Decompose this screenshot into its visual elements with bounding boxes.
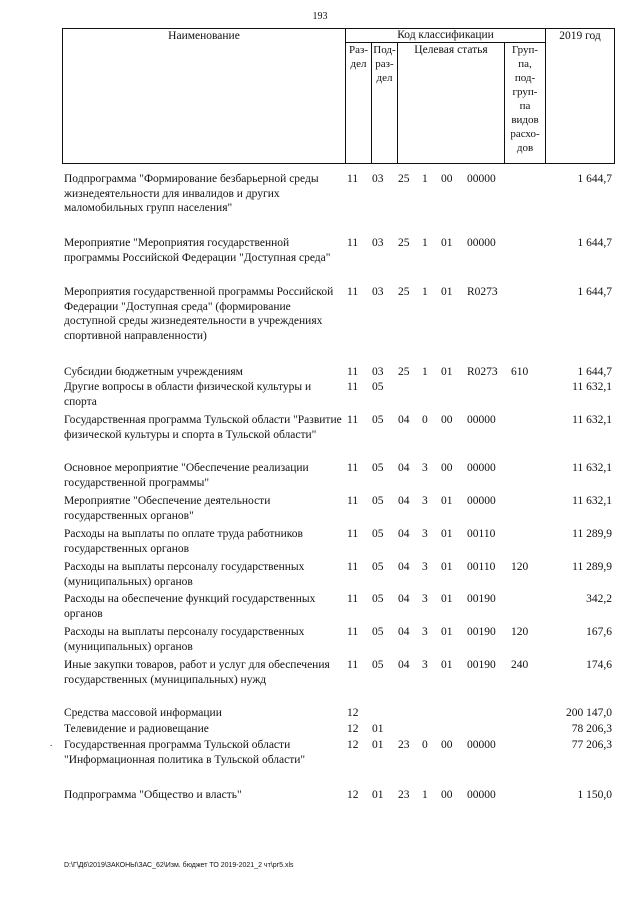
row-event: 01 bbox=[441, 286, 453, 298]
row-direction: 00190 bbox=[467, 593, 496, 605]
row-event: 01 bbox=[441, 626, 453, 638]
row-direction: 00000 bbox=[467, 173, 496, 185]
row-subprogram: 3 bbox=[422, 528, 428, 540]
row-name: Другие вопросы в области физической культуры и спорта bbox=[64, 381, 312, 408]
row-section: 11 bbox=[347, 626, 359, 638]
row-program: 04 bbox=[398, 626, 410, 638]
row-subsection: 03 bbox=[372, 173, 384, 185]
row-amount: 167,6 bbox=[586, 626, 612, 638]
row-amount: 1 644,7 bbox=[577, 237, 612, 249]
header-subsection: Под- раз- дел bbox=[372, 43, 398, 164]
header-target: Целевая статья bbox=[398, 43, 505, 164]
row-event: 01 bbox=[441, 528, 453, 540]
row-subsection: 01 bbox=[372, 789, 384, 801]
row-direction: 00190 bbox=[467, 626, 496, 638]
row-amount: 11 632,1 bbox=[572, 462, 612, 474]
row-section: 11 bbox=[347, 173, 359, 185]
row-subsection: 05 bbox=[372, 626, 384, 638]
row-group: 240 bbox=[511, 659, 529, 671]
row-amount: 78 206,3 bbox=[571, 723, 612, 735]
row-subprogram: 3 bbox=[422, 561, 428, 573]
row-subprogram: 3 bbox=[422, 593, 428, 605]
row-direction: 00000 bbox=[467, 237, 496, 249]
row-name: Подпрограмма "Формирование безбарьерной среды жизнедеятельности для инвалидов и других маломобильных групп населения" bbox=[64, 173, 319, 215]
header-name: Наименование bbox=[63, 29, 346, 164]
file-path-footer: D:\Г\Д6\2019\ЗАКОНЫ\ЗАС_62\Изм. бюджет ТО 2019-2021_2 чт\рг5.xls bbox=[64, 862, 294, 869]
row-subsection: 05 bbox=[372, 381, 384, 393]
row-subprogram: 3 bbox=[422, 462, 428, 474]
header-year: 2019 год bbox=[546, 29, 615, 164]
row-group: 120 bbox=[511, 626, 529, 638]
row-group: 610 bbox=[511, 366, 529, 378]
row-amount: 11 632,1 bbox=[572, 381, 612, 393]
row-name: Мероприятие "Мероприятия государственной программы Российской Федерации "Доступная среда" bbox=[64, 237, 331, 264]
row-subsection: 03 bbox=[372, 237, 384, 249]
row-subsection: 05 bbox=[372, 593, 384, 605]
header-group: Груп- па, под- груп- па видов расхо- дов bbox=[505, 43, 546, 164]
row-direction: 00000 bbox=[467, 414, 496, 426]
row-amount: 77 206,3 bbox=[571, 739, 612, 751]
row-name: Расходы на выплаты персоналу государственных (муниципальных) органов bbox=[64, 561, 305, 588]
row-direction: 00190 bbox=[467, 659, 496, 671]
row-section: 12 bbox=[347, 789, 359, 801]
row-name: Мероприятие "Обеспечение деятельности государственных органов" bbox=[64, 495, 271, 522]
page-number: 193 bbox=[312, 11, 328, 22]
row-amount: 11 632,1 bbox=[572, 414, 612, 426]
row-amount: 11 289,9 bbox=[572, 528, 612, 540]
row-program: 04 bbox=[398, 495, 410, 507]
row-event: 00 bbox=[441, 414, 453, 426]
row-direction: 00000 bbox=[467, 789, 496, 801]
row-subsection: 01 bbox=[372, 723, 384, 735]
row-direction: R0273 bbox=[467, 286, 498, 298]
row-section: 11 bbox=[347, 237, 359, 249]
row-subprogram: 1 bbox=[422, 237, 428, 249]
row-program: 25 bbox=[398, 286, 410, 298]
row-event: 01 bbox=[441, 237, 453, 249]
row-program: 04 bbox=[398, 593, 410, 605]
row-program: 23 bbox=[398, 789, 410, 801]
row-subsection: 05 bbox=[372, 561, 384, 573]
row-subprogram: 1 bbox=[422, 286, 428, 298]
row-subsection: 05 bbox=[372, 414, 384, 426]
row-section: 11 bbox=[347, 381, 359, 393]
row-name: Расходы на выплаты персоналу государственных (муниципальных) органов bbox=[64, 626, 305, 653]
row-name: Расходы на обеспечение функций государственных органов bbox=[64, 593, 316, 620]
row-program: 04 bbox=[398, 659, 410, 671]
row-name: Расходы на выплаты по оплате труда работников государственных органов bbox=[64, 528, 303, 555]
row-direction: 00110 bbox=[467, 528, 496, 540]
row-section: 11 bbox=[347, 495, 359, 507]
row-subsection: 05 bbox=[372, 528, 384, 540]
row-name: Мероприятия государственной программы Российской Федерации "Доступная среда" (формирование доступной среды жизнедеятельности в учреждениях спортивной направленности) bbox=[64, 286, 334, 342]
row-amount: 342,2 bbox=[586, 593, 612, 605]
row-section: 12 bbox=[347, 739, 359, 751]
row-name: Иные закупки товаров, работ и услуг для обеспечения государственных (муниципальных) нужд bbox=[64, 659, 330, 686]
tick-mark: . bbox=[72, 156, 75, 166]
row-subsection: 05 bbox=[372, 495, 384, 507]
row-section: 11 bbox=[347, 414, 359, 426]
row-section: 11 bbox=[347, 286, 359, 298]
row-section: 12 bbox=[347, 723, 359, 735]
row-event: 00 bbox=[441, 462, 453, 474]
row-name: Государственная программа Тульской области "Информационная политика в Тульской области" bbox=[64, 739, 306, 766]
table-header bbox=[62, 28, 615, 164]
row-subsection: 05 bbox=[372, 462, 384, 474]
row-amount: 1 644,7 bbox=[577, 286, 612, 298]
row-subprogram: 0 bbox=[422, 739, 428, 751]
row-subprogram: 3 bbox=[422, 495, 428, 507]
row-event: 01 bbox=[441, 593, 453, 605]
row-amount: 174,6 bbox=[586, 659, 612, 671]
row-name: Телевидение и радиовещание bbox=[64, 723, 209, 735]
row-section: 11 bbox=[347, 659, 359, 671]
row-event: 00 bbox=[441, 739, 453, 751]
row-subprogram: 1 bbox=[422, 366, 428, 378]
row-event: 01 bbox=[441, 561, 453, 573]
row-subsection: 03 bbox=[372, 366, 384, 378]
row-name: Государственная программа Тульской области "Развитие физической культуры и спорта в Тульской области" bbox=[64, 414, 342, 441]
row-section: 11 bbox=[347, 462, 359, 474]
row-program: 25 bbox=[398, 237, 410, 249]
row-name: Основное мероприятие "Обеспечение реализации государственной программы" bbox=[64, 462, 309, 489]
row-subsection: 01 bbox=[372, 739, 384, 751]
row-group: 120 bbox=[511, 561, 529, 573]
row-direction: 00000 bbox=[467, 462, 496, 474]
row-subprogram: 1 bbox=[422, 173, 428, 185]
row-direction: 00000 bbox=[467, 495, 496, 507]
row-amount: 11 632,1 bbox=[572, 495, 612, 507]
row-program: 25 bbox=[398, 173, 410, 185]
row-subprogram: 1 bbox=[422, 789, 428, 801]
row-program: 23 bbox=[398, 739, 410, 751]
row-direction: R0273 bbox=[467, 366, 498, 378]
row-section: 12 bbox=[347, 707, 359, 719]
row-section: 11 bbox=[347, 561, 359, 573]
row-program: 04 bbox=[398, 561, 410, 573]
tick-mark: . bbox=[50, 738, 53, 748]
row-section: 11 bbox=[347, 528, 359, 540]
row-program: 04 bbox=[398, 462, 410, 474]
row-program: 04 bbox=[398, 528, 410, 540]
row-event: 01 bbox=[441, 366, 453, 378]
row-amount: 1 644,7 bbox=[577, 366, 612, 378]
row-event: 01 bbox=[441, 495, 453, 507]
row-amount: 200 147,0 bbox=[566, 707, 612, 719]
row-subprogram: 0 bbox=[422, 414, 428, 426]
row-direction: 00000 bbox=[467, 739, 496, 751]
row-subprogram: 3 bbox=[422, 626, 428, 638]
row-event: 00 bbox=[441, 173, 453, 185]
row-amount: 11 289,9 bbox=[572, 561, 612, 573]
row-program: 04 bbox=[398, 414, 410, 426]
row-section: 11 bbox=[347, 593, 359, 605]
row-name: Подпрограмма "Общество и власть" bbox=[64, 789, 242, 801]
header-section: Раз- дел bbox=[346, 43, 372, 164]
row-event: 00 bbox=[441, 789, 453, 801]
row-event: 01 bbox=[441, 659, 453, 671]
row-amount: 1 644,7 bbox=[577, 173, 612, 185]
row-name: Средства массовой информации bbox=[64, 707, 222, 719]
row-direction: 00110 bbox=[467, 561, 496, 573]
row-subsection: 05 bbox=[372, 659, 384, 671]
header-code: Код классификации bbox=[346, 29, 546, 43]
row-name: Субсидии бюджетным учреждениям bbox=[64, 366, 243, 378]
row-program: 25 bbox=[398, 366, 410, 378]
row-section: 11 bbox=[347, 366, 359, 378]
row-subprogram: 3 bbox=[422, 659, 428, 671]
row-subsection: 03 bbox=[372, 286, 384, 298]
row-amount: 1 150,0 bbox=[577, 789, 612, 801]
